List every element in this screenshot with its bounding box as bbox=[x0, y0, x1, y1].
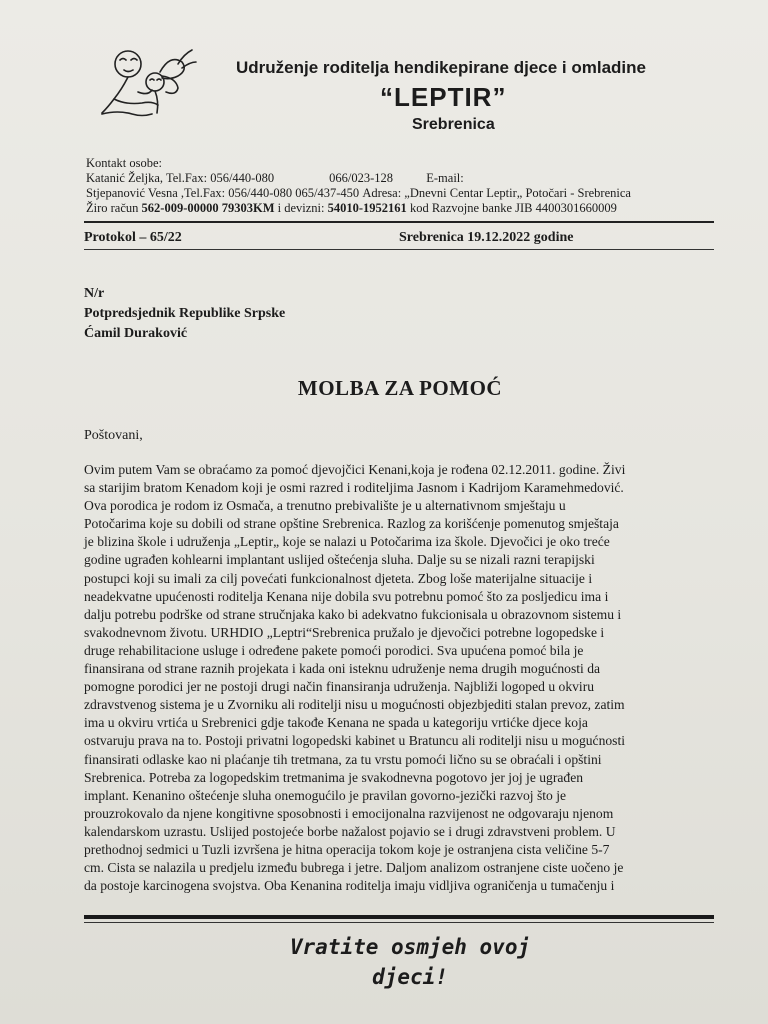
body-line: sa starijim bratom Kenadom koji je osmi razred i roditeljima Jasnom i Kadrijom Karamehmedović. bbox=[84, 480, 624, 496]
letter-greeting: Poštovani, bbox=[84, 428, 143, 443]
body-line: je blizina škole i udruženja „Leptir„ koje se nalazi u Potočarima iza škole. Djevočici je oko treće bbox=[84, 534, 610, 550]
protocol-divider bbox=[84, 249, 714, 250]
body-line: druge rehabilitacione usluge i određene pakete pomoći porodici. Sva upućena pomoć bila je bbox=[84, 642, 584, 658]
body-line: Srebrenica. Potreba za logopedskim tretmanima je svakodnevna pogotovo jer joj je ugrađen bbox=[84, 769, 584, 785]
footer-divider-thin bbox=[84, 922, 714, 923]
email-label: E-mail: bbox=[426, 171, 464, 185]
body-line: cm. Cista se nalazila u predjelu između bubrega i jetre. Daljom analizom ostranjene ciste uočeno je bbox=[84, 860, 624, 876]
body-line: dalju potrebu podrške od strane stručnjaka kako bi adekvatno fukcionisala u obrazovnom sistemu i bbox=[84, 606, 622, 622]
body-line: Ovim putem Vam se obraćamo za pomoć djevojčici Kenani,koja je rođena 02.12.2011. godine. Živi bbox=[84, 462, 626, 477]
body-line: prethodnoj sedmici u Tuzli izvršena je hitna operacija tokom koje je ostranjena cista veličine 5-7 bbox=[84, 841, 610, 857]
foreign-account-label: i devizni: bbox=[277, 201, 325, 215]
body-line: zdravstvenog sistema je u Zvorniku ali roditelji nisu u mogućnosti objezbjediti stalan prevoz, zatim bbox=[84, 697, 625, 713]
footer-slogan bbox=[230, 932, 590, 992]
footer-divider-thick bbox=[84, 915, 714, 919]
slogan-line-2: djeci! bbox=[372, 965, 448, 989]
contact-person-1: Katanić Željka, Tel.Fax: 056/440-080 bbox=[86, 171, 275, 185]
body-line: godine ugrađen kohlearni implantant uslijed oštećenja sluha. Dalje su se nizali razni terapijski bbox=[84, 552, 595, 568]
body-line: prouzrokovalo da njene kongitivne sposobnosti i emocijonalna razvijenost ne odgovaraju njenom bbox=[84, 805, 614, 821]
butterfly-children-logo bbox=[98, 42, 200, 124]
organization-name: Udruženje roditelja hendikepirane djece i omladine bbox=[236, 58, 646, 77]
foreign-account: 54010-1952161 bbox=[327, 201, 407, 215]
letter-body bbox=[84, 461, 724, 895]
bank-account: 562-009-00000 79303KM bbox=[141, 201, 275, 215]
contact-row-1 bbox=[86, 171, 726, 186]
header-divider bbox=[84, 221, 714, 223]
organization-title: “LEPTIR” bbox=[380, 82, 507, 112]
body-line: Ova porodica je rodom iz Osmača, a trenutno prebivalište je u alternativnom smještaju u bbox=[84, 498, 566, 514]
letter-heading: MOLBA ZA POMOĆ bbox=[297, 376, 503, 400]
body-line: pomogne porodici jer ne postoji drugi način finansiranja udruženja. Najbliži logoped u okviru bbox=[84, 679, 595, 695]
protocol-number: Protokol – 65/22 bbox=[84, 230, 182, 245]
contact-block bbox=[86, 156, 726, 216]
recipient-line-1: N/r bbox=[84, 286, 105, 301]
contact-label: Kontakt osobe: bbox=[86, 156, 163, 170]
bank-prefix: Žiro račun bbox=[86, 201, 139, 215]
body-line: ostvaruju prava na to. Postoji privatni logopedski kabinet u Bratuncu ali roditelji nisu u mogućnosti bbox=[84, 733, 626, 749]
body-line: da postoje karcinogena svojstva. Oba Kenanina roditelja imaju vidljiva ograničenja u tumačenju i bbox=[84, 878, 615, 894]
body-line: finansirana od strane raznih projekata i kada oni isteknu udruženje nema drugih mogućnosti da bbox=[84, 661, 601, 677]
contact-person-2-phone: 065/437-450 bbox=[295, 186, 360, 200]
body-line: svakodnevnom životu. URHDIO „Leptri“Srebrenica pružalo je djevočici potrebne logopedske i bbox=[84, 624, 605, 640]
recipient-line-3: Ćamil Duraković bbox=[84, 326, 188, 341]
body-line: Potočarima koje su dobili od strane opštine Srebrenica. Razlog za korišćenje pomenutog smještaja bbox=[84, 516, 619, 532]
recipient-line-2: Potpredsjednik Republike Srpske bbox=[84, 306, 286, 321]
contact-row-2 bbox=[86, 186, 726, 201]
slogan-line-1: Vratite osmjeh ovoj bbox=[289, 935, 531, 959]
body-line: implant. Kenanino oštećenje sluha onemogućilo je pravilan govorno-jezički razvoj što je bbox=[84, 787, 567, 803]
body-line: ima u okviru vrtića u Srebrenici gdje takođe Kenana ne spada u kategoriju vrtićke djece koja bbox=[84, 715, 588, 731]
contact-row-bank bbox=[86, 201, 726, 216]
organization-city: Srebrenica bbox=[412, 116, 495, 133]
body-line: postupci koji su imali za cilj povećati funkcionalnost djeteta. Zbog loše materijalne situacije i bbox=[84, 570, 593, 586]
contact-label-row bbox=[86, 156, 726, 171]
contact-address: Adresa: „Dnevni Centar Leptir„ Potočari - Srebrenica bbox=[362, 186, 631, 200]
letter-date: Srebrenica 19.12.2022 godine bbox=[399, 230, 574, 245]
bank-suffix: kod Razvojne banke JIB 4400301660009 bbox=[409, 201, 617, 215]
body-line: neadekvatne upućenosti roditelja Kenana nije dobila svu potrebnu pomoć što za posljedicu ima i bbox=[84, 588, 609, 604]
body-line: kalendarskom uzrastu. Uslijed postojeće borbe nažalost pojavio se i drugi zdravstveni problem. U bbox=[84, 823, 616, 839]
contact-person-1-phone: 066/023-128 bbox=[329, 171, 394, 185]
contact-person-2: Stjepanović Vesna ,Tel.Fax: 056/440-080 bbox=[86, 186, 293, 200]
body-line: finansirati odlaske kao ni plaćanje tih tretmana, za tu vrstu pomoći lično su se obraćali i opštini bbox=[84, 751, 602, 767]
recipient-block bbox=[84, 284, 285, 344]
